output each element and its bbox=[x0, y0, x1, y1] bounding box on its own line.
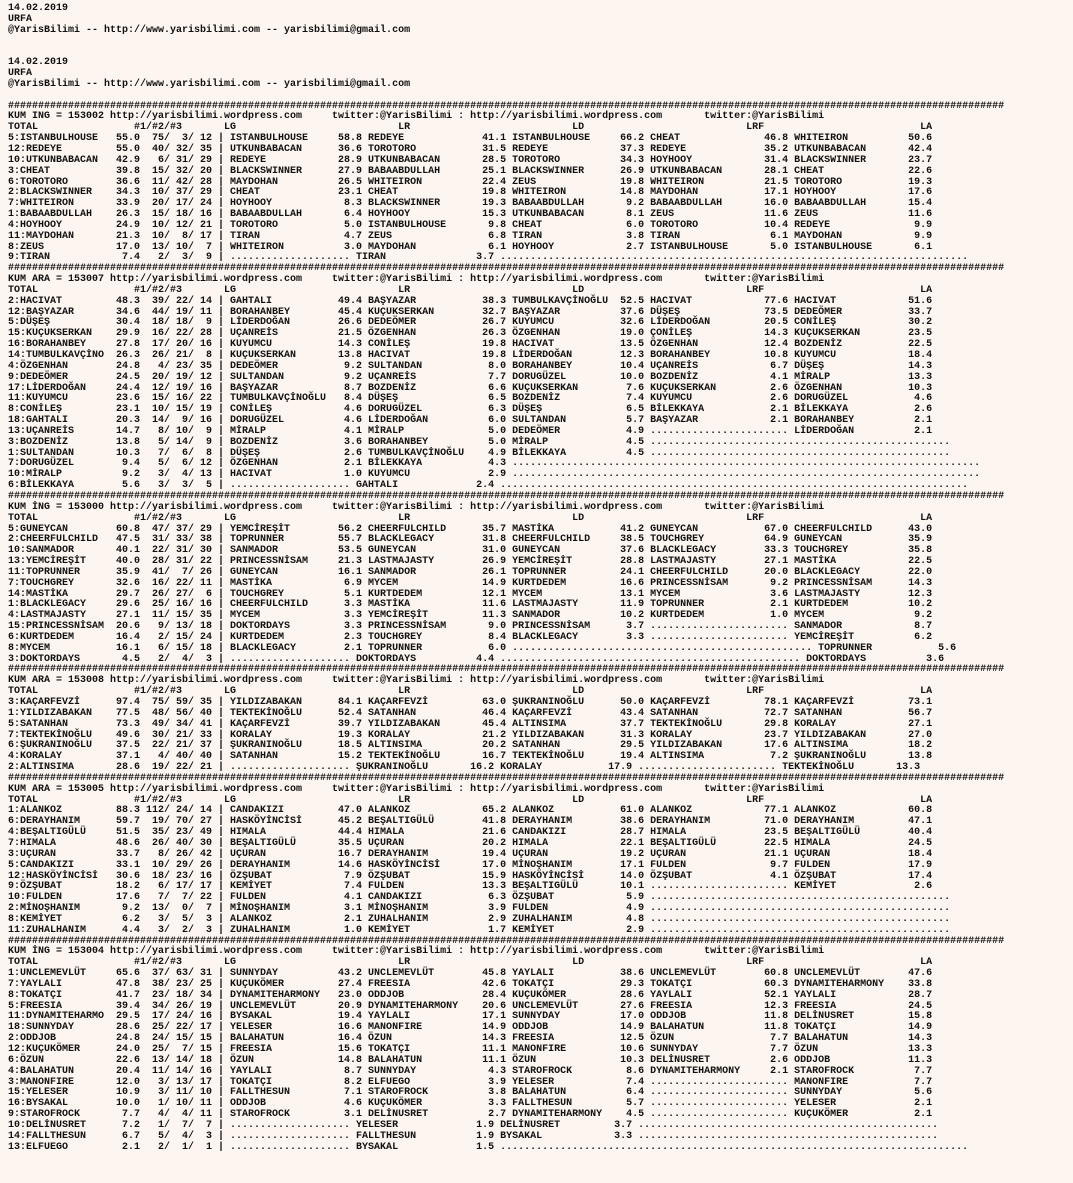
text-line: 1:YILDIZABAKAN 77.5 48/ 56/ 40 | TEKTEKİNOĞLU 52.4 SATANHAN 46.4 KAÇARFEVZİ 43.4 SATANHAN 72.7 SATANHAN 56.7 bbox=[8, 707, 933, 719]
text-line: 14:FALLTHESUN 6.7 5/ 4/ 3 | .................... FALLTHESUN 1.9 BYSAKAL 3.3 .................................................. bbox=[8, 1130, 939, 1142]
text-line: 7:WHITEIRON 33.9 20/ 17/ 24 | HOYHOOY 8.3 BLACKSWINNER 19.3 BABAABDULLAH 9.2 BABAABDULLAH 16.0 BABAABDULLAH 15.4 bbox=[8, 198, 933, 210]
text-line: 6:KURTDEDEM 16.4 2/ 15/ 24 | KURTDEDEM 2.3 TOUCHGREY 8.4 BLACKLEGACY 3.3 ....................... YEMCİREŞİT 6.2 bbox=[8, 631, 933, 643]
text-line: URFA bbox=[8, 13, 33, 25]
text-line: 5:ISTANBULHOUSE 55.0 75/ 3/ 12 | ISTANBULHOUSE 58.8 REDEYE 41.1 ISTANBULHOUSE 66.2 CHEAT 46.8 WHITEIRON 50.6 bbox=[8, 133, 933, 145]
text-line: KUM İNG = 153004 http://yarisbilimi.wordpress.com twitter:@YarisBilimi : http://yarisbilimi.wordpress.com twitter:@YarisBilimi bbox=[8, 946, 825, 958]
text-line: 11:ZUHALHANIM 4.4 3/ 2/ 3 | ZUHALHANIM 1.0 KEMİYET 1.7 KEMİYET 2.9 .................................................. bbox=[8, 924, 951, 936]
text-line: 5:FREESIA 39.4 34/ 26/ 19 | UNCLEMEVLÜT 20.9 DYNAMITEHARMONY 20.6 UNCLEMEVLÜT 27.6 FREESIA 12.3 FREESIA 24.5 bbox=[8, 1000, 933, 1012]
text-line: 18:SUNNYDAY 28.6 25/ 22/ 17 | YELESER 16.6 MANONFIRE 14.9 ODDJOB 14.9 BALAHATUN 11.8 TOKATÇI 14.9 bbox=[8, 1022, 933, 1034]
text-line: 10:FULDEN 17.6 7/ 7/ 22 | FULDEN 4.1 CANDAKIZI 6.3 ÖZŞUBAT 5.9 .................................................. bbox=[8, 892, 951, 904]
text-line: ###################################################################################################################################################################### bbox=[8, 772, 1005, 784]
text-line: 4:BEŞALTIGÜLÜ 51.5 35/ 23/ 49 | HIMALA 44.4 HIMALA 21.6 CANDAKIZI 28.7 HIMALA 23.5 BEŞALTIGÜLÜ 40.4 bbox=[8, 827, 933, 839]
text-line: 13:ELFUEGO 2.1 2/ 1/ 1 | .................... BYSAKAL 1.5 .............................................................................. bbox=[8, 1141, 969, 1153]
text-line: KUM ARA = 153008 http://yarisbilimi.wordpress.com twitter:@YarisBilimi : http://yarisbilimi.wordpress.com twitter:@YarisBilimi bbox=[8, 675, 825, 687]
text-line: 5:GUNEYCAN 60.8 47/ 37/ 29 | YEMCİREŞİT 56.2 CHEERFULCHILD 35.7 MASTİKA 41.2 GUNEYCAN 67.0 CHEERFULCHILD 43.0 bbox=[8, 523, 933, 535]
text-line: 8:KEMİYET 6.2 3/ 5/ 3 | ALANKOZ 2.1 ZUHALHANIM 2.9 ZUHALHANIM 4.8 .................................................. bbox=[8, 913, 951, 925]
text-line: 5:DÜŞEŞ 30.4 18/ 18/ 9 | LİDERDOĞAN 26.6 DEDEÖMER 26.7 KUYUMCU 32.6 LİDERDOĞAN 20.5 CONİLEŞ 30.2 bbox=[8, 317, 933, 329]
text-line: 16:BORAHANBEY 27.8 17/ 20/ 16 | KUYUMCU 14.3 CONİLEŞ 19.8 HACIVAT 13.5 ÖZGENHAN 12.4 BOZDENİZ 22.5 bbox=[8, 339, 933, 351]
text-line: 15:PRINCESSNİSAM 20.6 9/ 13/ 18 | DOKTORDAYS 3.3 PRINCESSNİSAM 9.0 PRINCESSNİSAM 3.7 ....................... SANMADOR 8.7 bbox=[8, 621, 933, 633]
text-line: 3:DOKTORDAYS 4.5 2/ 4/ 3 | .................... DOKTORDAYS 4.4 .................................................. DOKTORDAYS 3.6 bbox=[8, 653, 945, 665]
text-line: 2:CHEERFULCHILD 47.5 31/ 33/ 38 | TOPRUNNER 55.7 BLACKLEGACY 31.8 CHEERFULCHILD 38.5 TOUCHGREY 64.9 GUNEYCAN 35.9 bbox=[8, 534, 933, 546]
text-line: 7:HIMALA 48.6 26/ 40/ 30 | BEŞALTIGÜLÜ 35.5 UÇURAN 20.2 HIMALA 22.1 BEŞALTIGÜLÜ 22.5 HIMALA 24.5 bbox=[8, 837, 933, 849]
text-line: ###################################################################################################################################################################### bbox=[8, 490, 1005, 502]
text-line: 1:BABAABDULLAH 26.3 15/ 18/ 16 | BABAABDULLAH 6.4 HOYHOOY 15.3 UTKUNBABACAN 8.1 ZEUS 11.6 ZEUS 11.6 bbox=[8, 209, 933, 221]
text-line: 8:MYCEM 16.1 6/ 15/ 18 | BLACKLEGACY 2.1 TOPRUNNER 6.0 .................................................. TOPRUNNER 5.6 bbox=[8, 642, 957, 654]
text-line: 5:CANDAKIZI 33.1 10/ 29/ 26 | DERAYHANIM 14.6 HASKÖYİNCİSİ 17.0 MİNOŞHANIM 17.1 FULDEN 9.7 FULDEN 17.9 bbox=[8, 859, 933, 871]
text-line: @YarisBilimi -- http://www.yarisbilimi.com -- yarisbilimi@gmail.com bbox=[8, 78, 411, 90]
text-line: KUM ARA = 153007 http://yarisbilimi.wordpress.com twitter:@YarisBilimi : http://yarisbilimi.wordpress.com twitter:@YarisBilimi bbox=[8, 274, 825, 286]
text-line: URFA bbox=[8, 68, 33, 80]
text-line: 6:ŞUKRANINOĞLU 37.5 22/ 21/ 37 | ŞUKRANINOĞLU 18.5 ALTINSIMA 20.2 SATANHAN 29.5 YILDIZABAKAN 17.6 ALTINSIMA 18.2 bbox=[8, 740, 933, 752]
text-line: ###################################################################################################################################################################### bbox=[8, 664, 1005, 676]
text-line: 3:MANONFIRE 12.0 3/ 13/ 17 | TOKATÇI 8.2 ELFUEGO 3.9 YELESER 7.4 ....................... MANONFIRE 7.7 bbox=[8, 1076, 933, 1088]
text-line: 8:ZEUS 17.0 13/ 10/ 7 | WHITEIRON 3.0 MAYDOHAN 6.1 HOYHOOY 2.7 ISTANBULHOUSE 5.0 ISTANBULHOUSE 6.1 bbox=[8, 241, 933, 253]
text-line: KUM ARA = 153005 http://yarisbilimi.wordpress.com twitter:@YarisBilimi : http://yarisbilimi.wordpress.com twitter:@YarisBilimi bbox=[8, 783, 825, 795]
text-line: 1:ALANKOZ 88.3 112/ 24/ 14 | CANDAKIZI 47.0 ALANKOZ 65.2 ALANKOZ 61.0 ALANKOZ 77.1 ALANKOZ 60.8 bbox=[8, 805, 933, 817]
text-line: 8:TOKATÇI 41.7 23/ 18/ 34 | DYNAMITEHARMONY 23.0 ODDJOB 28.4 KUÇUKÖMER 28.6 YAYLALI 52.1 YAYLALI 28.7 bbox=[8, 989, 933, 1001]
text-line: 12:BAŞYAZAR 34.6 44/ 19/ 11 | BORAHANBEY 45.4 KUÇUKSERKAN 32.7 BAŞYAZAR 37.6 DÜŞEŞ 73.5 DEDEÖMER 33.7 bbox=[8, 306, 933, 318]
text-line: 4:LASTMAJASTY 27.1 11/ 15/ 35 | MYCEM 3.3 YEMCİREŞİT 11.3 SANMADOR 10.2 KURTDEDEM 1.0 MYCEM 9.2 bbox=[8, 610, 933, 622]
text-line: KUM İNG = 153000 http://yarisbilimi.wordpress.com twitter:@YarisBilimi : http://yarisbilimi.wordpress.com twitter:@YarisBilimi bbox=[8, 501, 825, 513]
text-line: 9:DEDEÖMER 24.5 20/ 19/ 12 | SULTANDAN 9.2 UÇANREİS 7.7 DORUGÜZEL 10.0 BOZDENİZ 4.1 MİRALP 13.3 bbox=[8, 371, 933, 383]
text-line: 2:MİNOŞHANIM 9.2 13/ 0/ 7 | MİNOŞHANIM 3.1 MİNOŞHANIM 3.9 FULDEN 4.9 .................................................. bbox=[8, 903, 951, 915]
text-line: ###################################################################################################################################################################### bbox=[8, 100, 1005, 112]
text-line: 13:UÇANREİS 14.7 8/ 10/ 9 | MİRALP 4.1 MİRALP 5.0 DEDEÖMER 4.9 ....................... LİDERDOĞAN 2.1 bbox=[8, 425, 933, 437]
text-line: 8:CONİLEŞ 23.1 10/ 15/ 19 | CONİLEŞ 4.6 DORUGÜZEL 6.3 DÜŞEŞ 6.5 BİLEKKAYA 2.1 BİLEKKAYA 2.6 bbox=[8, 404, 933, 416]
text-line: 9:ÖZŞUBAT 18.2 6/ 17/ 17 | KEMİYET 7.4 FULDEN 13.3 BEŞALTIGÜLÜ 10.1 ....................... KEMİYET 2.6 bbox=[8, 881, 933, 893]
text-line: 7:YAYLALI 47.8 38/ 23/ 25 | KUÇUKÖMER 27.4 FREESIA 42.6 TOKATÇI 29.3 TOKATÇI 60.3 DYNAMITEHARMONY 33.8 bbox=[8, 978, 933, 990]
text-line: 4:ÖZGENHAN 24.8 4/ 23/ 35 | DEDEÖMER 9.2 SULTANDAN 8.0 BORAHANBEY 10.4 UÇANREİS 6.7 DÜŞEŞ 14.3 bbox=[8, 360, 933, 372]
text-line: 14:TUMBULKAVÇİNO 26.3 26/ 21/ 8 | KUÇUKSERKAN 13.8 HACIVAT 19.8 LİDERDOĞAN 12.3 BORAHANBEY 10.8 KUYUMCU 18.4 bbox=[8, 350, 933, 361]
text-line bbox=[8, 37, 1073, 48]
text-line: 10:UTKUNBABACAN 42.9 6/ 31/ 29 | REDEYE 28.9 UTKUNBABACAN 28.5 TOROTORO 34.3 HOYHOOY 31.4 BLACKSWINNER 23.7 bbox=[8, 154, 933, 166]
text-line: TOTAL #1/#2/#3 LG LR LD LRF LA bbox=[8, 686, 933, 698]
text-line: 11:DYNAMITEHARMO 29.5 17/ 24/ 16 | BYSAKAL 19.4 YAYLALI 17.1 SUNNYDAY 17.0 ODDJOB 11.8 DELİNUSRET 15.8 bbox=[8, 1011, 933, 1023]
text-line: 4:BALAHATUN 20.4 11/ 14/ 16 | YAYLALI 8.7 SUNNYDAY 4.3 STAROFROCK 8.6 DYNAMITEHARMONY 2.1 STAROFROCK 7.7 bbox=[8, 1065, 933, 1077]
text-line: 15:KUÇUKSERKAN 29.9 16/ 22/ 28 | UÇANREİS 21.5 ÖZGENHAN 26.3 ÖZGENHAN 19.0 ÇONİLEŞ 14.3 KUÇUKSERKAN 23.5 bbox=[8, 328, 933, 340]
text-line: 9:TIRAN 7.4 2/ 3/ 9 | .................... TIRAN 3.7 .............................................................................. bbox=[8, 252, 969, 264]
text-line: TOTAL #1/#2/#3 LG LR LD LRF LA bbox=[8, 512, 933, 524]
text-line: 10:MİRALP 9.2 3/ 4/ 13 | HACIVAT 1.0 KUYUMCU 2.9 .............................................................................. bbox=[8, 469, 981, 481]
text-line: TOTAL #1/#2/#3 LG LR LD LRF LA bbox=[8, 957, 933, 969]
text-line: 6:TOROTORO 36.6 11/ 42/ 28 | MAYDOHAN 26.5 WHITEIRON 22.4 ZEUS 19.8 WHITEIRON 21.5 TOROTORO 19.3 bbox=[8, 176, 933, 188]
text-line: 14:MASTİKA 29.7 26/ 27/ 6 | TOUCHGREY 5.1 KURTDEDEM 12.1 MYCEM 13.1 MYCEM 3.6 LASTMAJASTY 12.3 bbox=[8, 588, 933, 600]
text-line: 5:SATANHAN 73.3 49/ 34/ 41 | KAÇARFEVZİ 39.7 YILDIZABAKAN 45.4 ALTINSIMA 37.7 TEKTEKİNOĞLU 29.8 KORALAY 27.1 bbox=[8, 718, 933, 730]
text-line: 2:BLACKSWINNER 34.3 10/ 37/ 29 | CHEAT 23.1 CHEAT 19.8 WHITEIRON 14.8 MAYDOHAN 17.1 HOYHOOY 17.6 bbox=[8, 187, 933, 199]
text-line: 13:YEMCİREŞİT 40.0 28/ 31/ 22 | PRINCESSNİSAM 21.3 LASTMAJASTY 26.9 YEMCİREŞİT 28.8 LASTMAJASTY 27.1 MASTİKA 22.5 bbox=[8, 556, 933, 568]
text-line: 6:ÖZUN 22.6 13/ 14/ 18 | ÖZUN 14.8 BALAHATUN 11.1 ÖZUN 10.3 DELİNUSRET 2.6 ODDJOB 11.3 bbox=[8, 1054, 933, 1066]
text-line: 2:ODDJOB 24.8 24/ 15/ 15 | BALAHATUN 16.4 ÖZUN 14.3 FREESIA 12.5 ÖZUN 7.7 BALAHATUN 14.3 bbox=[8, 1033, 933, 1045]
text-line: 3:UÇURAN 33.7 8/ 26/ 42 | UÇURAN 16.7 DERAYHANIM 19.4 UÇURAN 19.2 UÇURAN 21.1 UÇURAN 18.4 bbox=[8, 848, 933, 860]
text-line: 3:CHEAT 39.8 15/ 32/ 20 | BLACKSWINNER 27.9 BABAABDULLAH 25.1 BLACKSWINNER 26.9 UTKUNBABACAN 28.1 CHEAT 22.6 bbox=[8, 165, 933, 177]
text-line: 6:BİLEKKAYA 5.6 3/ 3/ 5 | .................... GAHTALI 2.4 .............................................................................. bbox=[8, 480, 969, 492]
text-line: 11:MAYDOHAN 21.3 10/ 8/ 17 | TIRAN 4.7 ZEUS 6.8 TIRAN 3.8 TIRAN 6.1 MAYDOHAN 9.9 bbox=[8, 230, 933, 242]
text-line: 17:LİDERDOĞAN 24.4 12/ 19/ 16 | BAŞYAZAR 8.7 BOZDENİZ 6.6 KUÇUKSERKAN 7.6 KUÇUKSERKAN 2.6 ÖZGENHAN 10.3 bbox=[8, 382, 933, 394]
text-line: 7:TOUCHGREY 32.6 16/ 22/ 11 | MASTİKA 6.9 MYCEM 14.9 KURTDEDEM 16.6 PRINCESSNİSAM 9.2 PRINCESSNİSAM 14.3 bbox=[8, 577, 933, 589]
text-line bbox=[8, 47, 1073, 58]
text-line: 12:KUÇUKÖMER 24.0 25/ 7/ 15 | FREESIA 15.6 TOKATÇI 11.1 MANONFIRE 10.6 SUNNYDAY 7.7 ÖZUN 13.3 bbox=[8, 1044, 933, 1055]
text-line: 4:HOYHOOY 24.9 10/ 12/ 21 | TOROTORO 5.0 ISTANBULHOUSE 9.8 CHEAT 6.0 TOROTORO 10.4 REDEYE 9.9 bbox=[8, 219, 933, 231]
text-line: 11:TOPRUNNER 35.9 41/ 7/ 26 | GUNEYCAN 16.1 SANMADOR 26.1 TOPRUNNER 24.1 CHEERFULCHILD 20.0 BLACKLEGACY 22.0 bbox=[8, 566, 933, 578]
text-line: 3:KAÇARFEVZİ 97.4 75/ 59/ 35 | YILDIZABAKAN 84.1 KAÇARFEVZİ 63.0 ŞUKRANINOĞLU 50.0 KAÇARFEVZİ 78.1 KAÇARFEVZİ 73.1 bbox=[8, 697, 933, 708]
text-line: 10:SANMADOR 40.1 22/ 31/ 30 | SANMADOR 53.5 GUNEYCAN 31.0 GUNEYCAN 37.6 BLACKLEGACY 33.3 TOUCHGREY 35.8 bbox=[8, 545, 933, 557]
text-line: 1:UNCLEMEVLÜT 65.6 37/ 63/ 31 | SUNNYDAY 43.2 UNCLEMEVLÜT 45.8 YAYLALI 38.6 UNCLEMEVLÜT 60.8 UNCLEMEVLÜT 47.6 bbox=[8, 968, 933, 980]
text-line: 2:ALTINSIMA 28.6 19/ 22/ 21 | .................... ŞUKRANINOĞLU 16.2 KORALAY 17.9 ....................... TEKTEKİNOĞLU 13.3 bbox=[8, 762, 921, 774]
text-line: 16:BYSAKAL 10.0 1/ 10/ 11 | ODDJOB 4.6 KUÇUKÖMER 3.3 FALLTHESUN 5.7 ....................... YELESER 2.1 bbox=[8, 1098, 933, 1110]
text-line: @YarisBilimi -- http://www.yarisbilimi.com -- yarisbilimi@gmail.com bbox=[8, 24, 411, 36]
text-line bbox=[8, 91, 1073, 102]
text-line: 2:HACIVAT 48.3 39/ 22/ 14 | GAHTALI 49.4 BAŞYAZAR 38.3 TUMBULKAVÇİNOĞLU 52.5 HACIVAT 77.6 HACIVAT 51.6 bbox=[8, 295, 933, 307]
text-line: ###################################################################################################################################################################### bbox=[8, 935, 1005, 947]
text-line: 4:KORALAY 37.1 4/ 40/ 40 | SATANHAN 15.2 TEKTEKİNOĞLU 16.7 TEKTEKİNOĞLU 19.4 ALTINSIMA 7.2 ŞUKRANINOĞLU 13.8 bbox=[8, 751, 933, 763]
text-line: 7:TEKTEKİNOĞLU 49.6 30/ 21/ 33 | KORALAY 19.3 KORALAY 21.2 YILDIZABAKAN 31.3 KORALAY 23.7 YILDIZABAKAN 27.0 bbox=[8, 729, 933, 741]
text-line: 12:REDEYE 55.0 40/ 32/ 35 | UTKUNBABACAN 36.6 TOROTORO 31.5 REDEYE 37.3 REDEYE 35.2 UTKUNBABACAN 42.4 bbox=[8, 143, 933, 155]
text-line: 6:DERAYHANIM 59.7 19/ 70/ 27 | HASKÖYİNCİSİ 45.2 BEŞALTIGÜLÜ 41.8 DERAYHANIM 38.6 DERAYHANIM 71.0 DERAYHANIM 47.1 bbox=[8, 816, 933, 828]
text-line: 1:SULTANDAN 10.3 7/ 6/ 8 | DÜŞEŞ 2.6 TUMBULKAVÇİNOĞLU 4.9 BİLEKKAYA 4.5 .................................................. bbox=[8, 447, 951, 459]
text-line: 11:KUYUMCU 23.6 15/ 16/ 22 | TUMBULKAVÇİNOĞLU 8.4 DÜŞEŞ 6.5 BOZDENİZ 7.4 KUYUMCU 2.6 DORUGÜZEL 4.6 bbox=[8, 393, 933, 405]
text-line: 15:YELESER 10.9 3/ 11/ 10 | FALLTHESUN 7.1 STAROFROCK 3.8 BALAHATUN 6.4 ....................... SUNNYDAY 5.6 bbox=[8, 1087, 933, 1099]
text-line: 14.02.2019 bbox=[8, 3, 69, 14]
text-line: 3:BOZDENİZ 13.8 5/ 14/ 9 | BOZDENİZ 3.6 BORAHANBEY 5.0 MİRALP 4.5 .................................................. bbox=[8, 436, 951, 448]
text-line: 12:HASKÖYİNCİSİ 30.6 18/ 23/ 16 | ÖZŞUBAT 7.9 ÖZŞUBAT 15.9 HASKÖYİNCİSİ 14.0 ÖZŞUBAT 4.1 ÖZŞUBAT 17.4 bbox=[8, 870, 933, 882]
text-line: 18:GAHTALI 20.3 14/ 9/ 16 | DORUGÜZEL 4.6 LİDERDOĞAN 6.0 SULTANDAN 5.7 BAŞYAZAR 2.1 BORAHANBEY 2.1 bbox=[8, 415, 933, 427]
text-line: ###################################################################################################################################################################### bbox=[8, 263, 1005, 275]
text-line: KUM ING = 153002 http://yarisbilimi.wordpress.com twitter:@YarisBilimi : http://yarisbilimi.wordpress.com twitter:@YarisBilimi bbox=[8, 111, 825, 123]
text-line: TOTAL #1/#2/#3 LG LR LD LRF LA bbox=[8, 122, 933, 134]
text-line: 9:STAROFROCK 7.7 4/ 4/ 11 | STAROFROCK 3.1 DELİNUSRET 2.7 DYNAMITEHARMONY 4.5 ....................... KUÇUKÖMER 2.1 bbox=[8, 1109, 933, 1121]
text-line: TOTAL #1/#2/#3 LG LR LD LRF LA bbox=[8, 284, 933, 296]
text-line: 1:BLACKLEGACY 29.6 25/ 16/ 16 | CHEERFULCHILD 3.3 MASTİKA 11.6 LASTMAJASTY 11.9 TOPRUNNER 2.1 KURTDEDEM 10.2 bbox=[8, 599, 933, 611]
text-line: 10:DELİNUSRET 7.2 1/ 7/ 7 | .................... YELESER 1.9 DELİNUSRET 3.7 .................................................. bbox=[8, 1119, 939, 1131]
text-line: 14.02.2019 bbox=[8, 57, 69, 69]
text-line: 7:DORUGÜZEL 9.4 5/ 6/ 12 | ÖZGENHAN 2.1 BİLEKKAYA 4.3 .............................................................................. bbox=[8, 458, 981, 470]
text-line: TOTAL #1/#2/#3 LG LR LD LRF LA bbox=[8, 794, 933, 806]
